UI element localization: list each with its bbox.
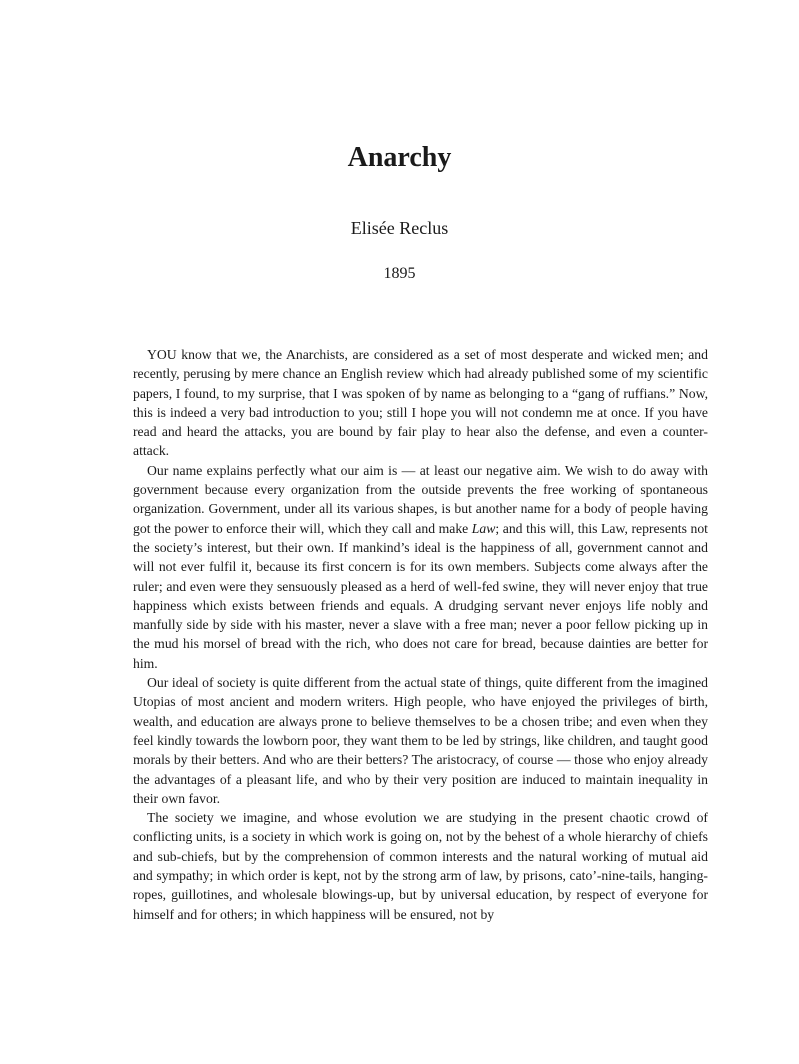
document-author: Elisée Reclus (350, 218, 449, 238)
paragraph-text: ; and this will, this Law, represents not the society’s interest, but their own. If mankind’s ideal is the happiness of all, government cannot and will not ever fulfil it, because its first concern is for its own members. Subjects come always after the ruler; and even were they sensuously pleased as a herd of well-fed swine, they will never enjoy that true happiness which exists between friends and equals. A drudging servant never enjoys life nobly and manfully side by side with his master, never a slave with a free man; never a poor fellow picking up in the mud his morsel of bread with the rich, who does not care for bread, because dainties are better for him. (133, 520, 708, 671)
emphasized-word: Law (471, 520, 496, 536)
paragraph-text: The society we imagine, and whose evolution we are studying in the present chaotic crowd of conflicting units, is a society in which work is going on, not by the behest of a whole hierarchy of chiefs and sub-chiefs, but by the comprehension of common interests and the natural working of mutual aid and sympathy; in which order is kept, not by the strong arm of law, by prisons, cato’-nine-tails, hanging-ropes, guillotines, and wholesale blowings-up, but by universal education, by respect of everyone for himself and for others; in which happiness will be ensured, not by (133, 810, 708, 922)
document-title: Anarchy (347, 142, 452, 173)
paragraph (133, 345, 708, 461)
paragraph-text: Our name explains perfectly what our aim is — at least our negative aim. We wish to do away with government because every organization from the outside prevents the free working of spontaneous organization. Government, under all its various shapes, is but another name for a body of people having got the power to enforce their will, which they call and make (133, 462, 708, 536)
document-date: 1895 (383, 265, 416, 282)
paragraph-text: Our ideal of society is quite different from the actual state of things, quite different from the imagined Utopias of most ancient and modern writers. High people, who have enjoyed the privileges of birth, wealth, and education are always prone to believe themselves to be a chosen tribe; and even when they feel kindly towards the lowborn poor, they want them to be led by strings, like children, and taught good morals by their betters. And who are their betters? The aristocracy, of course — those who enjoy already the advantages of a pleasant life, and who by their very position are induced to maintain inequality in their own favor. (133, 675, 708, 806)
paragraph (133, 673, 708, 808)
paragraph (133, 808, 708, 924)
paragraph (133, 461, 708, 673)
paragraph-text: YOU know that we, the Anarchists, are considered as a set of most desperate and wicked men; and recently, perusing by mere chance an English review which had already published some of my scientific papers, I found, to my surprise, that I was spoken of by name as belonging to a “gang of ruffians.” Now, this is indeed a very bad introduction to you; still I hope you will not condemn me at once. If you have read and heard the attacks, you are bound by fair play to hear also the defense, and even a counter-attack. (133, 347, 708, 459)
body-text (133, 345, 708, 924)
